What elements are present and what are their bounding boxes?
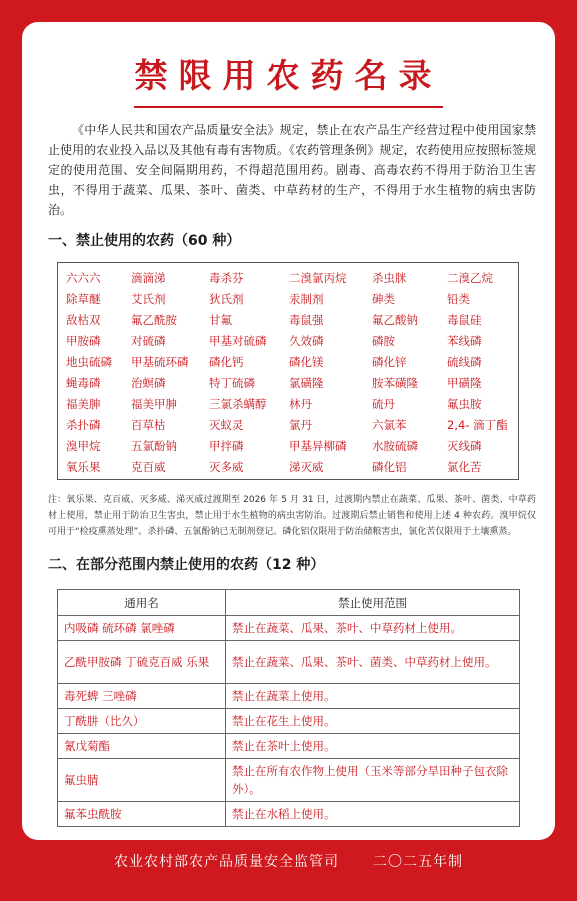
page-title: 禁限用农药名录 [134,56,443,95]
banned-pesticide-item: 磷胺 [372,334,395,348]
banned-pesticide-item: 水胺硫磷 [372,439,418,453]
banned-pesticide-item: 溴甲烷 [66,439,101,453]
banned-pesticide-item: 涕灭威 [289,460,324,474]
banned-pesticide-item: 甲基对硫磷 [209,334,267,348]
banned-pesticide-item: 对硫磷 [131,334,166,348]
banned-pesticide-item: 福美胂 [66,397,101,411]
banned-pesticide-item: 氟乙酸钠 [372,313,418,327]
banned-pesticide-item: 毒鼠强 [289,313,324,327]
banned-pesticide-item: 氟虫胺 [447,397,482,411]
pesticide-name-cell: 丁酰肼（比久） [58,709,226,734]
banned-pesticide-item: 甲胺磷 [66,334,101,348]
banned-pesticide-item: 杀扑磷 [66,418,101,432]
banned-pesticide-item: 六氯苯 [372,418,407,432]
banned-pesticide-item: 林丹 [289,397,312,411]
banned-pesticide-item: 甘氟 [209,313,232,327]
banned-pesticide-item: 氯化苦 [447,460,482,474]
section2-heading: 二、在部分范围内禁止使用的农药（12 种） [48,557,325,573]
restricted-pesticides-table [57,589,520,827]
banned-pesticide-item: 久效磷 [289,334,324,348]
table-row [58,641,520,684]
banned-pesticide-item: 氯丹 [289,418,312,432]
pesticide-name-cell: 氟虫腈 [58,759,226,802]
banned-pesticide-item: 氟乙酰胺 [131,313,177,327]
banned-pesticide-item: 灭线磷 [447,439,482,453]
section1-note: 注：氧乐果、克百威、灭多威、涕灭威过渡期至 2026 年 5 月 31 日，过渡期内禁止在蔬菜、瓜果、茶叶、菌类、中草药材上使用，禁止用于防治卫生害虫，禁止用于水生植物的病虫害防治。过渡期后禁止销售和使用上述 4 种农药。溴甲烷仅可用于“检疫熏蒸处理”。杀扑磷、五氯酚钠已无制剂登记。磷化铝仅限用于防治储粮害虫，氯化苦仅限用于土壤熏蒸。 [48,495,536,537]
table-row [58,684,520,709]
banned-pesticide-item: 六六六 [66,271,101,285]
banned-pesticide-item: 艾氏剂 [131,292,166,306]
table-row [58,616,520,641]
banned-pesticide-item: 甲基硫环磷 [131,355,189,369]
banned-pesticide-item: 甲拌磷 [209,439,244,453]
banned-pesticide-item: 特丁硫磷 [209,376,255,390]
banned-pesticide-item: 地虫硫磷 [66,355,112,369]
banned-pesticide-item: 二溴氯丙烷 [289,271,347,285]
banned-pesticides-box [57,262,519,480]
pesticide-name-cell: 氟苯虫酰胺 [58,802,226,827]
banned-pesticide-item: 磷化铝 [372,460,407,474]
banned-pesticide-item: 二溴乙烷 [447,271,493,285]
banned-pesticide-item: 狄氏剂 [209,292,244,306]
table-row [58,802,520,827]
banned-pesticide-item: 甲磺隆 [447,376,482,390]
banned-pesticide-item: 2,4- 滴丁酯 [447,418,508,432]
col-header-scope: 禁止使用范围 [226,590,520,616]
table-row [58,759,520,802]
banned-pesticide-item: 治螟磷 [131,376,166,390]
footer [0,852,577,872]
banned-pesticide-item: 除草醚 [66,292,101,306]
banned-pesticide-item: 福美甲胂 [131,397,177,411]
restriction-scope-cell: 禁止在水稻上使用。 [226,802,520,827]
banned-pesticide-item: 毒杀芬 [209,271,244,285]
pesticide-name-cell: 内吸磷 硫环磷 氯唑磷 [58,616,226,641]
banned-pesticide-item: 杀虫脒 [372,271,407,285]
pesticide-name-cell: 毒死蜱 三唑磷 [58,684,226,709]
restriction-scope-cell: 禁止在蔬菜、瓜果、茶叶、菌类、中草药材上使用。 [226,641,520,684]
banned-pesticides-grid [66,268,516,478]
banned-pesticide-item: 滴滴涕 [131,271,166,285]
col-header-name: 通用名 [58,590,226,616]
table-row [58,709,520,734]
footer-org: 农业农村部农产品质量安全监管司 [114,854,339,870]
banned-pesticide-item: 克百威 [131,460,166,474]
restriction-scope-cell: 禁止在蔬菜、瓜果、茶叶、中草药材上使用。 [226,616,520,641]
banned-pesticide-item: 氯磺隆 [289,376,324,390]
banned-pesticide-item: 蝇毒磷 [66,376,101,390]
pesticide-name-cell: 氰戊菊酯 [58,734,226,759]
pesticide-name-cell: 乙酰甲胺磷 丁硫克百威 乐果 [58,641,226,684]
banned-pesticide-item: 磷化镁 [289,355,324,369]
restriction-scope-cell: 禁止在蔬菜上使用。 [226,684,520,709]
banned-pesticide-item: 砷类 [372,292,395,306]
restriction-scope-cell: 禁止在花生上使用。 [226,709,520,734]
table-header-row [58,590,520,616]
restriction-scope-cell: 禁止在所有农作物上使用（玉米等部分旱田种子包衣除外）。 [226,759,520,802]
banned-pesticide-item: 灭多威 [209,460,244,474]
banned-pesticide-item: 磷化钙 [209,355,244,369]
document-card [22,22,555,840]
banned-pesticide-item: 敌枯双 [66,313,101,327]
banned-pesticide-item: 硫线磷 [447,355,482,369]
footer-date: 二〇二五年制 [373,854,463,870]
restriction-scope-cell: 禁止在茶叶上使用。 [226,734,520,759]
banned-pesticide-item: 毒鼠硅 [447,313,482,327]
table-row [58,734,520,759]
banned-pesticide-item: 甲基异柳磷 [289,439,347,453]
restricted-table-body [58,616,520,827]
banned-pesticide-item: 铅类 [447,292,470,306]
banned-pesticide-item: 灭蚁灵 [209,418,244,432]
banned-pesticide-item: 磷化锌 [372,355,407,369]
banned-pesticide-item: 五氯酚钠 [131,439,177,453]
section1-heading: 一、禁止使用的农药（60 种） [48,233,241,249]
banned-pesticide-item: 胺苯磺隆 [372,376,418,390]
banned-pesticide-item: 苯线磷 [447,334,482,348]
banned-pesticide-item: 硫丹 [372,397,395,411]
banned-pesticide-item: 百草枯 [131,418,166,432]
banned-pesticide-item: 氧乐果 [66,460,101,474]
title-underline [134,106,443,108]
intro-paragraph: 《中华人民共和国农产品质量安全法》规定，禁止在农产品生产经营过程中使用国家禁止使用的农业投入品以及其他有毒有害物质。《农药管理条例》规定，农药使用应按照标签规定的使用范围、安全间隔期用药，不得超范围用药。剧毒、高毒农药不得用于防治卫生害虫，不得用于蔬菜、瓜果、茶叶、菌类、中草药材的生产，不得用于水生植物的病虫害防治。 [48,123,536,217]
banned-pesticide-item: 汞制剂 [289,292,324,306]
banned-pesticide-item: 三氯杀螨醇 [209,397,267,411]
